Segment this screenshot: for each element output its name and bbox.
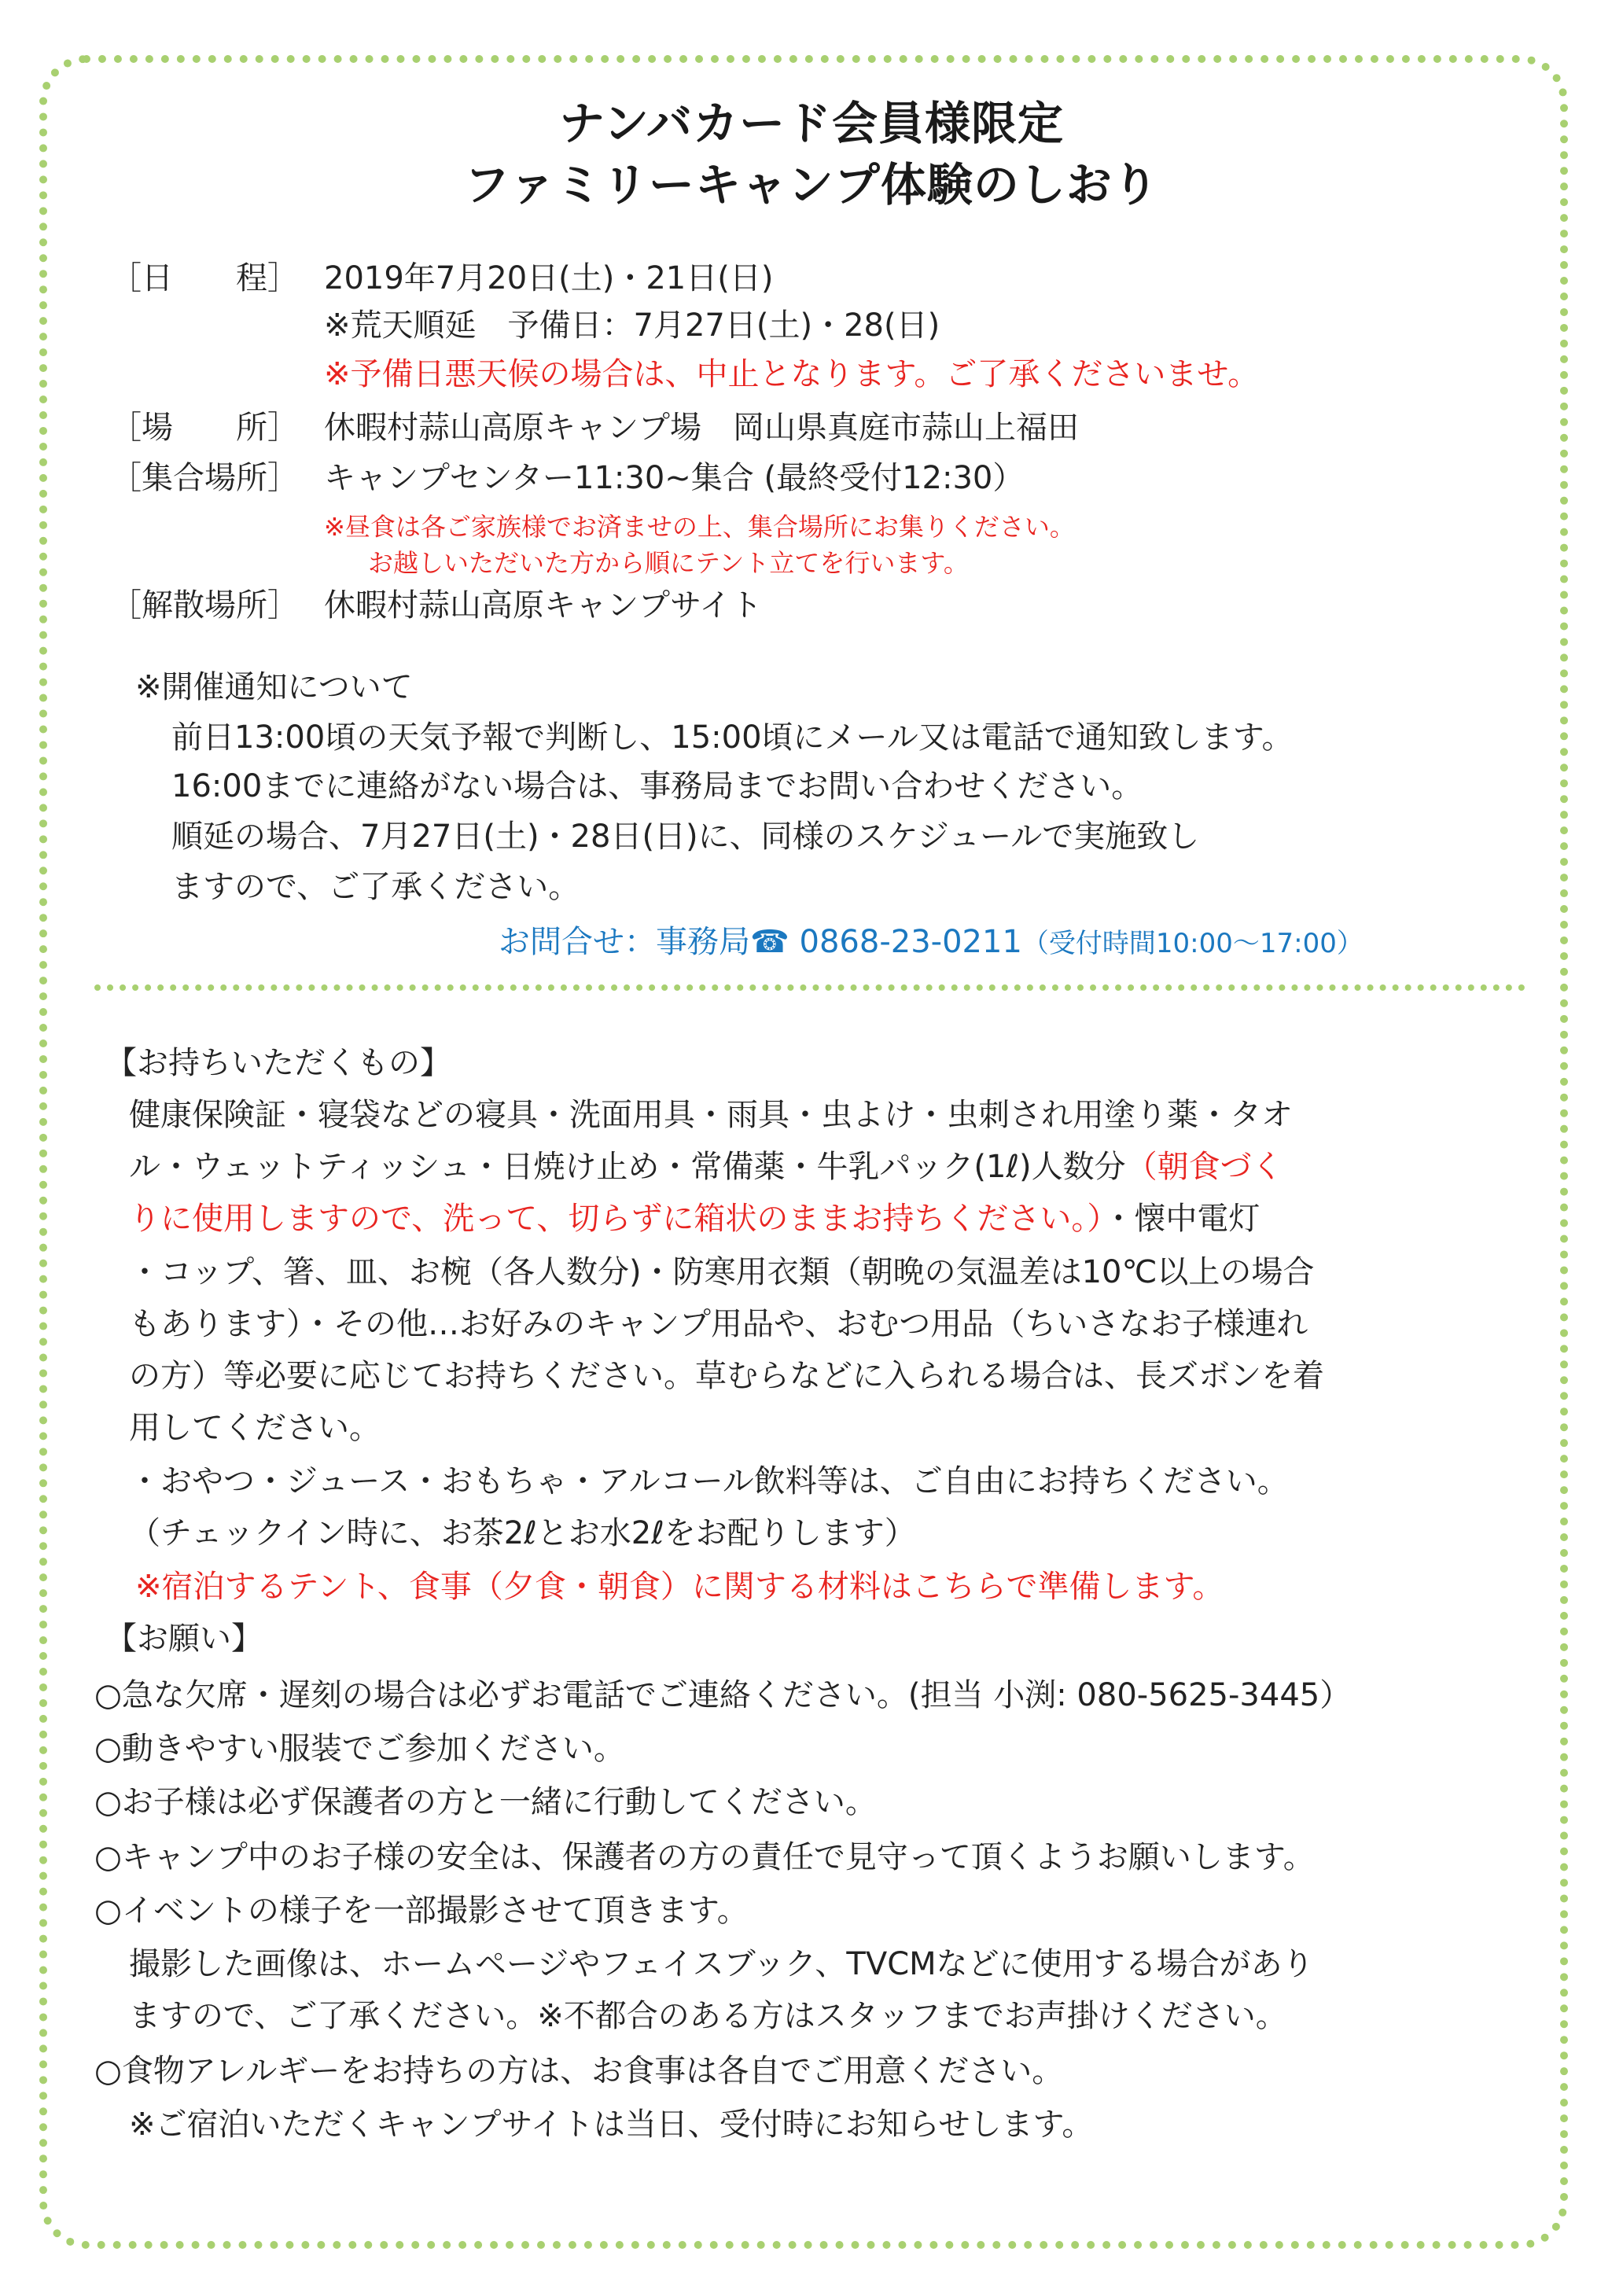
- request-item: ○イベントの様子を一部撮影させて頂きます。: [94, 1893, 749, 1929]
- request-item: ○キャンプ中のお子様の安全は、保護者の方の責任で見守って頂くようお願いします。: [94, 1839, 1315, 1875]
- place-value: 休暇村蒜山高原キャンプ場 岡山県真庭市蒜山上福田: [324, 410, 1079, 446]
- request-item: [94, 1676, 1351, 1714]
- bring-line-note: りに使用しますので、洗って、切らずに箱状のままお持ちください。）: [129, 1201, 1103, 1237]
- schedule-date: 2019年7月20日(土)・21日(日): [324, 260, 774, 296]
- schedule-label: ［日 程］: [110, 260, 299, 296]
- bring-line-text: ・懐中電灯: [1102, 1201, 1260, 1237]
- bring-line: 用してください。: [129, 1410, 381, 1446]
- bring-line: ・コップ、箸、皿、お椀（各人数分)・防寒用衣類（朝晩の気温差は10℃以上の場合: [129, 1254, 1315, 1290]
- request-contact: (担当 小渕: 080-5625-3445）: [907, 1677, 1352, 1713]
- notice-line: 順延の場合、7月27日(土)・28日(日)に、同様のスケジュールで実施致し: [171, 819, 1200, 855]
- contact-phone[interactable]: お問合せ：事務局☎ 0868-23-0211: [499, 924, 1022, 960]
- requests-heading: 【お願い】: [105, 1621, 263, 1657]
- bring-line: [129, 1148, 1283, 1186]
- notice-line: 前日13:00頃の天気予報で判断し、15:00頃にメール又は電話で通知致します。: [171, 719, 1294, 756]
- request-item: 撮影した画像は、ホームページやフェイスブック、TVCMなどに使用する場合があり: [129, 1946, 1314, 1982]
- bring-line-note: （朝食づく: [1125, 1149, 1283, 1185]
- bring-line: もあります）・その他…お好みのキャンプ用品や、おむつ用品（ちいさなお子様連れ: [129, 1306, 1308, 1342]
- dismissal-value: 休暇村蒜山高原キャンプサイト: [324, 587, 763, 624]
- request-item: ※ご宿泊いただくキャンプサイトは当日、受付時にお知らせします。: [129, 2107, 1094, 2143]
- bring-line: ・おやつ・ジュース・おもちゃ・アルコール飲料等は、ご自由にお持ちください。: [129, 1463, 1289, 1499]
- notice-line: ますので、ご了承ください。: [171, 869, 580, 905]
- bring-line: の方）等必要に応じてお持ちください。草むらなどに入られる場合は、長ズボンを着: [129, 1358, 1324, 1394]
- schedule-postpone: ※荒天順延 予備日：7月27日(土)・28(日): [324, 307, 940, 344]
- contact-line: [499, 923, 1364, 962]
- dismissal-label: ［解散場所］: [110, 587, 299, 624]
- bring-line: [129, 1200, 1260, 1238]
- bring-heading: 【お持ちいただくもの】: [105, 1045, 451, 1081]
- bring-line-text: ル・ウェットティッシュ・日焼け止め・常備薬・牛乳パック(1ℓ)人数分: [129, 1149, 1126, 1185]
- bring-line: 健康保険証・寝袋などの寝具・洗面用具・雨具・虫よけ・虫刺され用塗り薬・タオ: [129, 1097, 1293, 1133]
- notice-heading: ※開催通知について: [135, 669, 413, 705]
- contact-hours: （受付時間10:00～17:00）: [1021, 928, 1364, 959]
- request-item: ますので、ご了承ください。※不都合のある方はスタッフまでお声掛けください。: [129, 1998, 1287, 2034]
- bring-line: （チェックイン時に、お茶2ℓとお水2ℓをお配りします）: [129, 1515, 916, 1551]
- section-divider: [94, 984, 1525, 991]
- title-line-1: ナンバカード会員様限定: [558, 97, 1065, 150]
- place-label: ［場 所］: [110, 410, 299, 446]
- request-item: ○お子様は必ず保護者の方と一緒に行動してください。: [94, 1784, 877, 1820]
- notice-line: 16:00までに連絡がない場合は、事務局までお問い合わせください。: [171, 768, 1143, 804]
- title-line-2: ファミリーキャンプ体験のしおり: [464, 158, 1159, 212]
- bring-red-note: ※宿泊するテント、食事（夕食・朝食）に関する材料はこちらで準備します。: [135, 1569, 1224, 1605]
- meeting-value: キャンプセンター11:30~集合 (最終受付12:30）: [324, 460, 1025, 496]
- meeting-note-1: ※昼食は各ご家族様でお済ませの上、集合場所にお集りください。: [324, 512, 1075, 542]
- request-item: ○動きやすい服装でご参加ください。: [94, 1731, 625, 1767]
- request-item: ○食物アレルギーをお持ちの方は、お食事は各自でご用意ください。: [94, 2053, 1064, 2089]
- request-text: ○急な欠席・遅刻の場合は必ずお電話でご連絡ください。: [94, 1677, 908, 1713]
- schedule-cancel-note: ※予備日悪天候の場合は、中止となります。ご了承くださいませ。: [324, 356, 1260, 392]
- meeting-note-2: お越しいただいた方から順にテント立てを行います。: [368, 548, 969, 578]
- meeting-label: ［集合場所］: [110, 460, 299, 496]
